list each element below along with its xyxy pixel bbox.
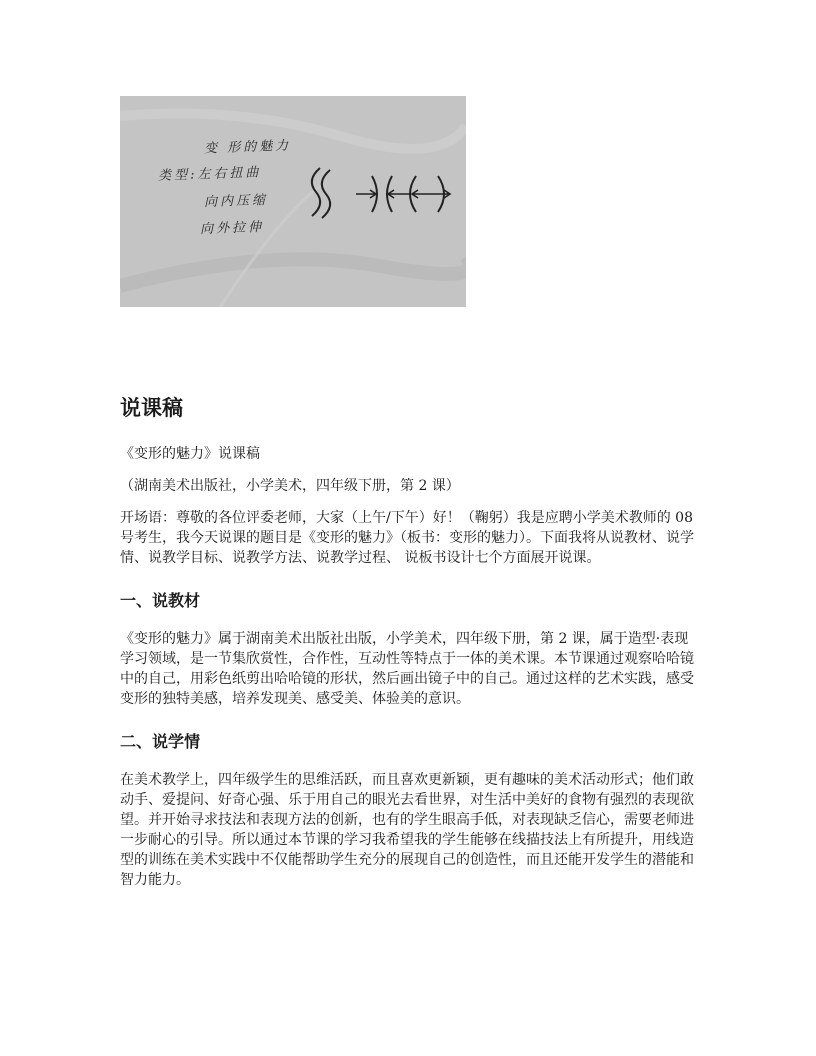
intro-paragraph: 开场语：尊敬的各位评委老师，大家（上午/下午）好！（鞠躬）我是应聘小学美术教师的 08 号考生，我今天说课的题目是《变形的魅力》（板书：变形的魅力）。下面我将从说教材、说学情、说教学目标、说教学方法、说教学过程、 说板书设计七个方面展开说课。 (120, 510, 694, 566)
section-heading-textbook: 一、说教材 (120, 591, 201, 610)
lesson-title: 《变形的魅力》说课稿 (120, 446, 260, 462)
document-body (120, 380, 700, 890)
section-body-textbook: 《变形的魅力》属于湖南美术出版社出版，小学美术，四年级下册，第 2 课，属于造型·表现学习领域，是一节集欣赏性，合作性，互动性等特点于一体的美术课。本节课通过观察哈哈镜中的自己，用彩色纸剪出哈哈镜的形状，然后画出镜子中的自己。通过这样的艺术实践，感受变形的独特美感，培养发现美、感受美、体验美的意识。 (120, 631, 694, 707)
photo-line-twist: 类型:左右扭曲 (157, 165, 262, 184)
photo-title: 变 形的魅力 (203, 138, 292, 157)
section-body-students: 在美术教学上，四年级学生的思维活跃，而且喜欢更新颖，更有趣味的美术活动形式；他们敢动手、爱提问、好奇心强、乐于用自己的眼光去看世界，对生活中美好的食物有强烈的表现欲望。并开始寻求技法和表现方法的创新，也有的学生眼高手低，对表现缺乏信心，需要老师进一步耐心的引导。所以通过本节课的学习我希望我的学生能够在线描技法上有所提升，用线造型的训练在美术实践中不仅能帮助学生充分的展现自己的创造性，而且还能开发学生的潜能和智力能力。 (120, 772, 694, 888)
document-title: 说课稿 (120, 396, 183, 420)
photo-line-stretch: 向外拉伸 (199, 219, 265, 238)
section-heading-students: 二、说学情 (120, 732, 201, 751)
blackboard-photo (120, 96, 466, 307)
photo-line-compress: 向内压缩 (203, 192, 269, 211)
lesson-source: （湖南美术出版社，小学美术，四年级下册，第 2 课） (120, 478, 460, 494)
paper-sheet-drawing (120, 96, 466, 307)
